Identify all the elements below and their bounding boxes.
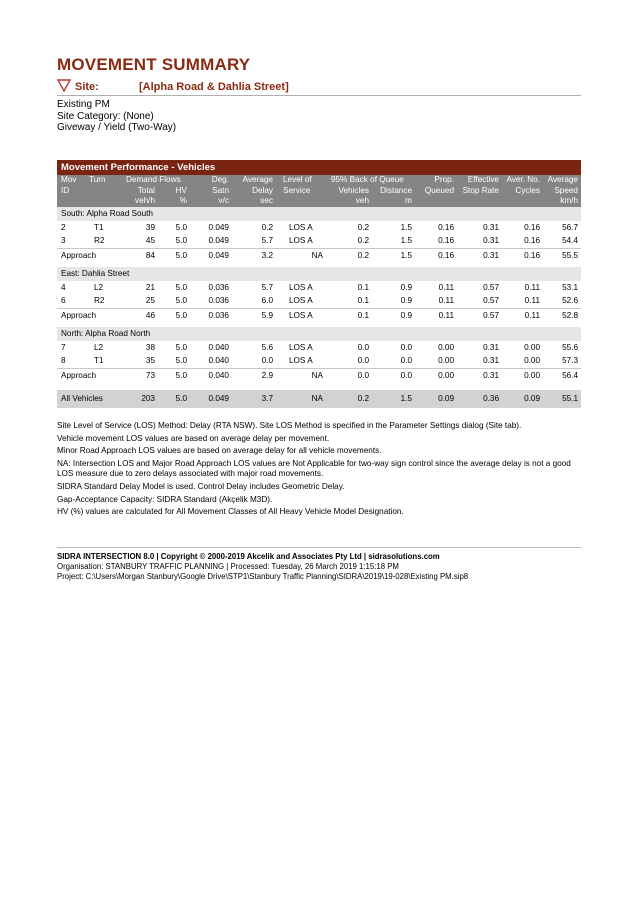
header-demand-flows: Demand Flows <box>126 175 181 184</box>
header-average-delay: Average Delay sec <box>242 175 273 205</box>
header-turn: Turn <box>89 175 106 184</box>
group-header: East: Dahlia Street <box>57 267 581 281</box>
header-deg-satn: Deg. Satn v/c <box>211 175 229 205</box>
approach-row: Approach 46 5.0 0.036 5.9 LOS A 0.1 0.9 0.11 0.57 0.11 52.8 <box>57 308 581 323</box>
header-level-of-service: Level of Service <box>283 175 312 195</box>
table-header <box>57 175 581 207</box>
triangle-down-icon <box>57 79 71 92</box>
site-label: Site: <box>75 81 99 93</box>
table-row: 8 T1 35 5.0 0.040 0.0 LOS A 0.0 0.0 0.00 0.31 0.00 57.3 <box>61 356 578 365</box>
note: Gap-Acceptance Capacity: SIDRA Standard (Akçelik M3D). <box>57 494 273 504</box>
approach-row: Approach 73 5.0 0.040 2.9 NA 0.0 0.0 0.00 0.31 0.00 56.4 <box>57 368 581 383</box>
note: HV (%) values are calculated for All Movement Classes of All Heavy Vehicle Model Designation. <box>57 507 404 517</box>
info-line: Giveway / Yield (Two-Way) <box>57 122 177 133</box>
site-name: [Alpha Road & Dahlia Street] <box>139 81 289 93</box>
header-vehicles: Vehicles veh <box>338 185 369 205</box>
header-effective-stop-rate: Effective Stop Rate <box>462 175 499 195</box>
header-distance: Distance m <box>380 185 412 205</box>
table-row: 3 R2 45 5.0 0.049 5.7 LOS A 0.2 1.5 0.16 0.31 0.16 54.4 <box>61 236 578 245</box>
note: Site Level of Service (LOS) Method: Delay (RTA NSW). Site LOS Method is specified in the Parameter Settings dialog (Site tab). <box>57 421 522 430</box>
header-total: Total veh/h <box>134 185 155 205</box>
header-back-of-queue: 95% Back of Queue <box>331 175 404 184</box>
header-mov: Mov ID <box>61 175 77 195</box>
note: SIDRA Standard Delay Model is used. Control Delay includes Geometric Delay. <box>57 482 345 492</box>
header-hv: HV % <box>175 185 187 205</box>
header-aver-cycles: Aver. No. Cycles <box>506 175 540 195</box>
table-row: 6 R2 25 5.0 0.036 6.0 LOS A 0.1 0.9 0.11 0.57 0.11 52.6 <box>61 296 578 305</box>
table-row: 4 L2 21 5.0 0.036 5.7 LOS A 0.1 0.9 0.11 0.57 0.11 53.1 <box>61 282 578 292</box>
footer-organisation: Organisation: STANBURY TRAFFIC PLANNING | Processed: Tuesday, 26 March 2019 1:15:18 PM <box>57 562 399 571</box>
note: Vehicle movement LOS values are based on average delay per movement. <box>57 433 330 443</box>
page-title: MOVEMENT SUMMARY <box>57 55 251 74</box>
approach-row: Approach 84 5.0 0.049 3.2 NA 0.2 1.5 0.16 0.31 0.16 55.5 <box>57 248 581 263</box>
footer <box>57 547 581 582</box>
header-average-speed: Average Speed km/h <box>547 175 578 205</box>
note: Minor Road Approach LOS values are based on average delay for all vehicle movements. <box>57 446 382 456</box>
info-line: Existing PM <box>57 99 110 110</box>
note: NA: Intersection LOS and Major Road Approach LOS values are Not Applicable for two-way sign control since the average delay is not a good LOS measure due to zero delays associated with major road movements. <box>57 459 571 479</box>
footer-project: Project: C:\Users\Morgan Stanbury\Google Drive\STP1\Stanbury Traffic Planning\SIDRA\2019\19-028\Existing PM.sip8 <box>57 572 469 581</box>
header-prop-queued: Prop. Queued <box>424 175 454 195</box>
site-heading <box>57 79 581 96</box>
movement-performance-table <box>57 160 581 408</box>
group-header: South: Alpha Road South <box>57 207 581 221</box>
footer-copyright: SIDRA INTERSECTION 8.0 | Copyright © 2000-2019 Akcelik and Associates Pty Ltd | sidrasolutions.com <box>57 552 440 561</box>
table-title: Movement Performance - Vehicles <box>57 160 581 175</box>
table-row: 7 L2 38 5.0 0.040 5.6 LOS A 0.0 0.0 0.00 0.31 0.00 55.6 <box>61 342 578 352</box>
info-line: Site Category: (None) <box>57 110 154 122</box>
table-row: 2 T1 39 5.0 0.049 0.2 LOS A 0.2 1.5 0.16 0.31 0.16 56.7 <box>61 222 578 232</box>
group-header: North: Alpha Road North <box>57 327 581 341</box>
site-info <box>57 99 176 134</box>
all-vehicles-row: All Vehicles 203 5.0 0.049 3.7 NA 0.2 1.5 0.09 0.36 0.09 55.1 <box>57 390 581 408</box>
notes <box>57 421 585 520</box>
